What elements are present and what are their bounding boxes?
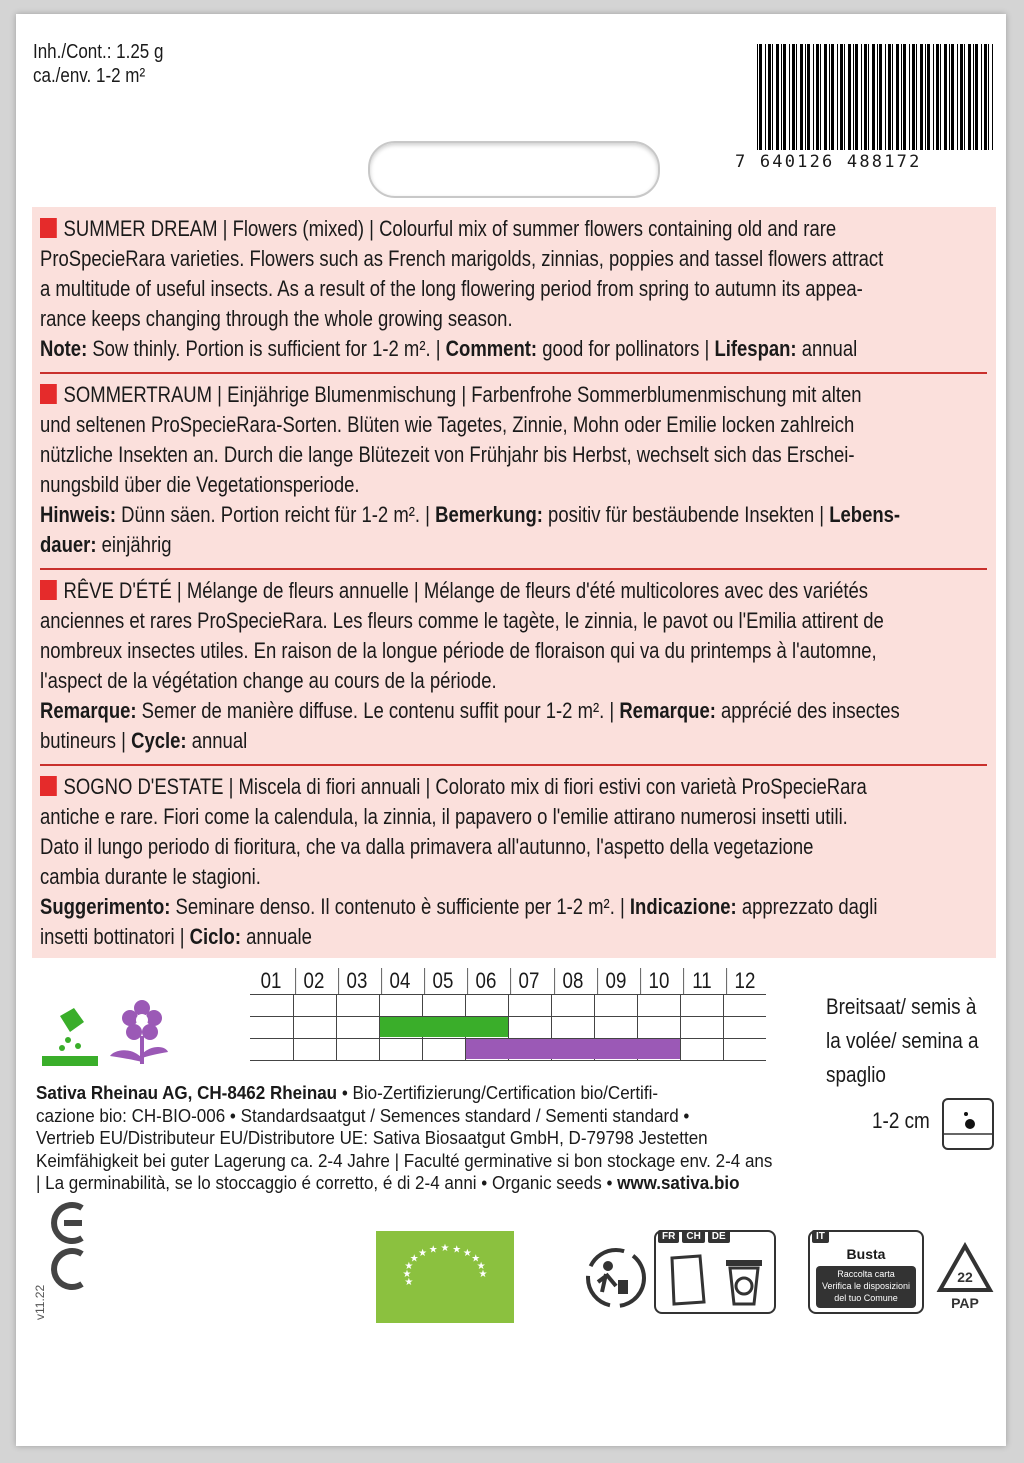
company-line [36,1149,773,1173]
barcode-bar [813,44,814,150]
description-line [40,726,834,756]
description-line [40,410,855,440]
paper-disposal-box [654,1230,776,1314]
field-label: Hinweis: [40,502,116,527]
company-line [36,1127,744,1150]
sowing-depth: 1-2 cm [872,1108,930,1133]
barcode-bar [992,44,993,150]
barcode-bar [916,44,917,150]
barcode-bar [968,44,971,150]
calendar-months [250,968,766,994]
eu-star-icon: ★ [428,1244,438,1256]
barcode-bar [988,44,989,150]
calendar-cell-divider [336,1039,379,1061]
text-segment: good for pollinators | [537,336,715,361]
company-line [36,1082,744,1105]
calendar-cell-divider [594,1017,637,1039]
calendar-cell-divider [680,1017,723,1039]
barcode-bar [757,44,758,150]
field-label: Lifespan: [714,336,797,361]
barcode-bar [789,44,790,150]
text-segment: rance keeps changing through the whole growing season. [40,306,513,331]
description-line [40,334,858,364]
calendar-month-label: 02 [295,968,332,994]
text-segment: l'aspect de la végétation change au cours de la période. [40,668,497,693]
pap-number: 22 [957,1269,973,1285]
calendar-month-label: 07 [511,968,548,994]
eu-organic-logo [376,1231,514,1323]
barcode-bar [951,44,954,150]
barcode-bar [940,44,941,150]
eu-star-icon: ★ [409,1253,419,1265]
barcode-bar [879,44,882,150]
description-line [40,304,834,334]
text-segment: Semer de manière diffuse. Le contenu suffit pour 1-2 m². | [136,698,620,723]
text-segment: RÊVE D'ÉTÉ | Mélange de fleurs annuelle | Mélange de fleurs d'été multicolores avec des variétés [63,578,869,603]
barcode-bar [861,44,862,150]
company-text: Vertrieb EU/Distributeur EU/Distributore UE: Sativa Biosaatgut GmbH, D-79798 Jestetten [36,1127,708,1148]
field-label: dauer: [40,532,97,557]
text-segment: SOMMERTRAUM | Einjährige Blumenmischung | Farbenfrohe Sommerblumenmischung mit alten [63,382,862,407]
seed-depth-icon [942,1098,994,1150]
text-segment: SOGNO D'ESTATE | Miscela di fiori annuali | Colorato mix di fiori estivi con varietà ProSpecieRara [63,774,867,799]
barcode-bar [796,44,797,150]
busta-line: del tuo Comune [834,1293,898,1303]
description-line [40,274,863,304]
calendar-cell-divider [336,995,379,1017]
italian-disposal-box [808,1230,924,1314]
barcode-bar [781,44,782,150]
description-line [40,576,869,606]
contents-area: ca./env. 1-2 m² [33,65,146,87]
barcode-bar [981,44,982,150]
calendar-month-label: 01 [260,968,282,993]
busta-info [816,1266,916,1308]
text-segment: butineurs | [40,728,132,753]
barcode-bar [885,44,886,150]
barcode-bar [864,44,867,150]
field-label: Ciclo: [189,924,241,949]
eu-star-icon: ★ [418,1247,428,1259]
calendar-month-label: 03 [338,968,375,994]
text-segment: nungsbild über die Vegetationsperiode. [40,472,360,497]
calendar-cell-divider [379,995,422,1017]
barcode-bar [840,44,843,150]
calendar-month-label: 05 [425,968,462,994]
country-code-it: IT [812,1230,829,1243]
barcode-bar [975,44,978,150]
section-marker-icon [40,384,57,404]
barcode-bar [957,44,958,150]
field-label: Bemerkung: [435,502,543,527]
barcode-bar [855,44,858,150]
eu-star-icon: ★ [402,1269,412,1280]
barcode-bar [892,44,893,150]
text-segment: insetti bottinatori | [40,924,190,949]
flower-icon [106,998,172,1066]
description-line [40,500,901,530]
sowing-period-bar [380,1017,508,1037]
country-code: DE [708,1230,730,1243]
paper-bin-icon [722,1252,766,1306]
seed-sowing-icon [40,1006,100,1068]
description-line [40,244,884,274]
eu-star-icon: ★ [471,1253,481,1265]
calendar-cell-divider [465,995,508,1017]
description-line [40,832,834,862]
text-segment: positiv für bestäubende Insekten | [542,502,830,527]
calendar-cell-divider [680,1039,723,1061]
barcode-bar [853,44,854,150]
country-code: FR [658,1230,679,1243]
company-text: cazione bio: CH-BIO-006 • Standardsaatgut / Semences standard / Sementi standard • [36,1104,690,1126]
barcode-bar [912,44,915,150]
text-segment: SUMMER DREAM | Flowers (mixed) | Colourful mix of summer flowers containing old and rare [63,216,837,241]
barcode-bar [903,44,906,150]
eu-star-icon: ★ [404,1260,414,1272]
company-bold: Sativa Rheinau AG, CH-8462 Rheinau [36,1082,338,1103]
calendar-row [250,994,766,1017]
eu-star-icon: ★ [404,1277,414,1289]
description-line [40,440,855,470]
section-divider [40,568,987,570]
calendar-cell-divider [551,1017,594,1039]
description-section [40,214,985,364]
eu-star-icon: ★ [476,1260,486,1272]
barcode-bar [925,44,926,150]
description-line [40,696,900,726]
field-label: Comment: [445,336,538,361]
description-line [40,470,834,500]
flowering-period-bar [466,1039,680,1059]
calendar-month-label: 12 [726,968,763,994]
section-marker-icon [40,776,57,796]
text-segment: a multitude of useful insects. As a result of the long flowering period from spring to autumn its appea- [40,276,863,301]
text-segment: annual [186,728,248,753]
description-line [40,802,848,832]
barcode-bar [820,44,821,150]
pap-recycle-icon [936,1242,994,1312]
barcode-bar [805,44,806,150]
company-bold: www.sativa.bio [617,1172,740,1193]
text-segment: annuale [240,924,312,949]
text-segment: annual [796,336,858,361]
barcode-bar [933,44,934,150]
text-segment: nützliche Insekten an. Durch die lange Blütezeit von Frühjahr bis Herbst, wechselt sich das Erschei- [40,442,855,467]
field-label: Remarque: [619,698,716,723]
pap-label: PAP [951,1295,979,1311]
version-code: v11.22 [33,1284,47,1320]
barcode-bar [844,44,845,150]
barcode-bar [807,44,810,150]
barcode [757,44,993,150]
barcode-bar [960,44,963,150]
barcode-number: 7 640126 488172 [735,152,922,172]
barcode-bar [816,44,819,150]
company-line [36,1172,744,1195]
calendar-month-label: 08 [554,968,591,994]
sowing-calendar [250,962,766,1066]
sowing-method-line: spaglio [826,1062,886,1087]
description-section [40,772,985,952]
eu-star-icon: ★ [478,1269,488,1280]
ce-mark-icon [38,1200,86,1292]
barcode-bar [877,44,878,150]
calendar-cell-divider [422,995,465,1017]
barcode-bar [927,44,930,150]
text-segment: Sow thinly. Portion is sufficient for 1-2 m². | [87,336,446,361]
barcode-bar [837,44,838,150]
calendar-cell-divider [637,1017,680,1039]
calendar-cell-divider [723,995,766,1017]
description-section [40,576,985,756]
text-segment: Seminare denso. Il contenuto è sufficiente per 1-2 m². | [170,894,630,919]
calendar-cell-divider [422,1039,465,1061]
text-segment: nombreux insectes utiles. En raison de la longue période de floraison qui va du printemps à l'automne, [40,638,877,663]
description-line [40,772,867,802]
barcode-bar [920,44,923,150]
sowing-method-line: Breitsaat/ semis à [826,994,977,1019]
description-line [40,214,837,244]
barcode-bar [909,44,910,150]
calendar-cell-divider [293,1017,336,1039]
text-segment: antiche e rare. Fiori come la calendula, la zinnia, il papavero o l'emilie attirano numerosi insetti utili. [40,804,848,829]
field-label: Indicazione: [629,894,737,919]
calendar-cell-divider [723,1017,766,1039]
barcode-bar [872,44,875,150]
barcode-bar [973,44,974,150]
barcode-bar [901,44,902,150]
barcode-bar [824,44,827,150]
calendar-cell-divider [508,1017,551,1039]
field-label: Cycle: [131,728,187,753]
hang-slot [368,141,660,198]
company-text: | La germinabilità, se lo stoccaggio é corretto, é di 2-4 anni • Organic seeds • [36,1172,618,1193]
company-text: • Bio-Zertifizierung/Certification bio/Certifi- [337,1082,659,1103]
barcode-bar [964,44,965,150]
text-segment: und seltenen ProSpecieRara-Sorten. Blüten wie Tagetes, Zinnie, Mohn oder Emilie locken zahlreich [40,412,855,437]
text-segment: einjährig [96,532,172,557]
calendar-month-label: 11 [683,968,720,994]
text-segment: cambia durante le stagioni. [40,864,261,889]
eu-star-icon: ★ [452,1244,462,1256]
calendar-cell-divider [551,995,594,1017]
field-label: Note: [40,336,88,361]
busta-line: Raccolta carta [837,1269,895,1279]
eu-star-icon: ★ [440,1243,450,1254]
section-divider [40,764,987,766]
text-segment: apprezzato dagli [736,894,878,919]
text-segment: anciennes et rares ProSpecieRara. Les fleurs comme le tagète, le zinnia, le pavot ou l'Emilia attirent de [40,608,884,633]
section-marker-icon [40,218,57,238]
contents-weight: Inh./Cont.: 1.25 g [33,41,164,63]
description-line [40,636,877,666]
barcode-bar [848,44,851,150]
description-section [40,380,985,560]
barcode-bar [776,44,779,150]
calendar-month-label: 06 [468,968,505,994]
calendar-month-label: 10 [640,968,677,994]
barcode-bar [831,44,834,150]
calendar-cell-divider [293,995,336,1017]
calendar-cell-divider [508,995,551,1017]
barcode-bar [949,44,950,150]
paper-bag-icon [666,1254,710,1306]
calendar-cell-divider [594,995,637,1017]
tidyman-recycle-icon [584,1246,648,1310]
description-line [40,530,834,560]
calendar-cell-divider [637,995,680,1017]
description-line [40,606,884,636]
barcode-bar [772,44,773,150]
barcode-bar [984,44,987,150]
calendar-cell-divider [336,1017,379,1039]
description-line [40,892,878,922]
barcode-bar [896,44,899,150]
eu-star-icon: ★ [462,1247,472,1259]
description-line [40,380,862,410]
description-line [40,862,834,892]
section-marker-icon [40,580,57,600]
barcode-bar [888,44,891,150]
company-text: Keimfähigkeit bei guter Lagerung ca. 2-4 Jahre | Faculté germinative si bon stockage env. 2-4 ans [36,1149,773,1171]
text-segment: Dünn säen. Portion reicht für 1-2 m². | [115,502,436,527]
field-label: Remarque: [40,698,137,723]
barcode-bar [800,44,803,150]
company-line [36,1105,744,1128]
sowing-method-line: la volée/ semina a [826,1028,979,1053]
barcode-bar [792,44,795,150]
calendar-cell-divider [680,995,723,1017]
description-line [40,922,834,952]
sowing-method [826,990,979,1092]
calendar-month-label: 04 [381,968,418,994]
country-codes [658,1230,730,1243]
barcode-bar [868,44,869,150]
section-divider [40,372,987,374]
calendar-bottom-line [250,1060,766,1061]
calendar-month-label: 09 [597,968,634,994]
country-code: CH [682,1230,704,1243]
text-segment: ProSpecieRara varieties. Flowers such as French marigolds, zinnias, poppies and tassel flowers attract [40,246,884,271]
barcode-bar [944,44,947,150]
company-info [36,1082,806,1195]
text-segment: apprécié des insectes [715,698,900,723]
text-segment: Dato il lungo periodo di fioritura, che va dalla primavera all'autunno, l'aspetto della vegetazione [40,834,814,859]
field-label: Lebens- [829,502,901,527]
barcode-bar [783,44,786,150]
contents-info [33,40,163,88]
barcode-bar [765,44,766,150]
calendar-cell-divider [293,1039,336,1061]
barcode-bar [936,44,939,150]
busta-line: Verifica le disposizioni [821,1281,911,1291]
barcode-bar [768,44,771,150]
calendar-row [250,1016,766,1039]
description-line [40,666,834,696]
barcode-bar [829,44,830,150]
busta-title: Busta [846,1246,886,1262]
barcode-bar [759,44,762,150]
field-label: Suggerimento: [40,894,171,919]
calendar-cell-divider [723,1039,766,1061]
calendar-cell-divider [379,1039,422,1061]
